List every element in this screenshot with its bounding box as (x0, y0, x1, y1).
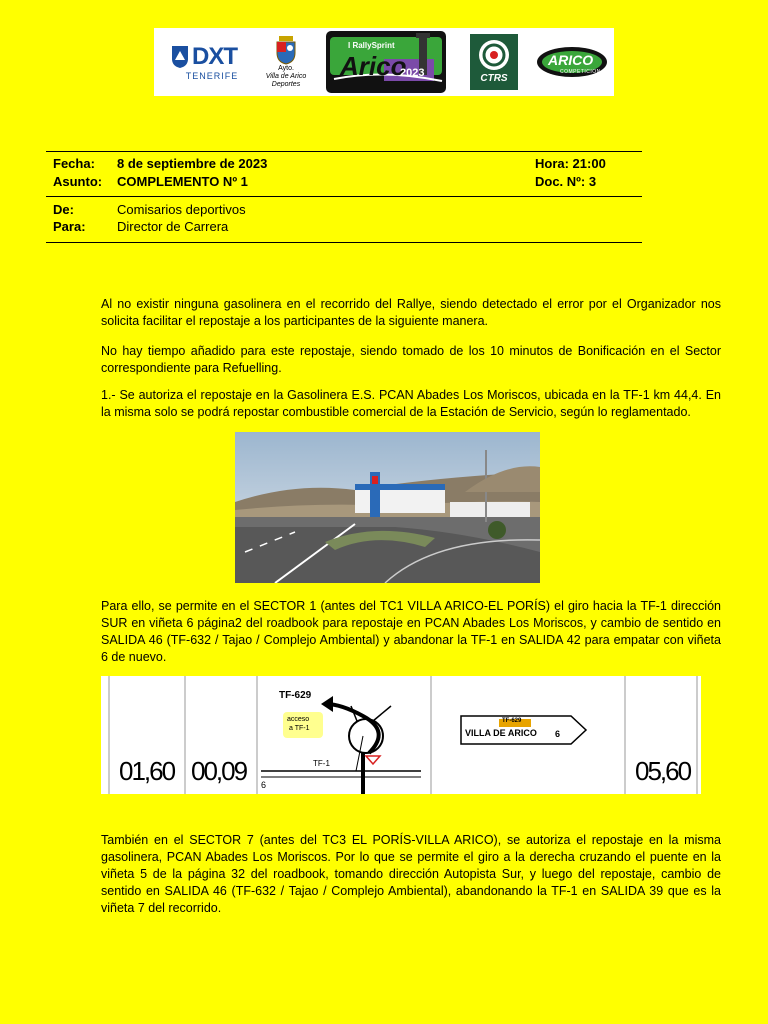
header-rule-middle (46, 196, 642, 197)
ayto-line3: Deportes (271, 81, 301, 88)
paragraph-4: Para ello, se permite en el SECTOR 1 (antes del TC1 VILLA ARICO-EL PORÍS) el giro hacia la TF-1 dirección SUR en viñeta 6 página2 del roadbook para repostaje en PCAN Abades Los Moriscos, y cambio de sentido en SALIDA 46 (TF-632 / Tajao / Complejo Ambiental) y abandonar la TF-1 en SALIDA 42 para empatar con viñeta 6 de nuevo. (101, 599, 721, 664)
hora-value: Hora: 21:00 (535, 156, 606, 171)
rally-year-text: 2023 (400, 67, 425, 79)
roadbook-sign-number: 6 (555, 729, 561, 739)
roadbook-sign-text: VILLA DE ARICO (465, 728, 537, 738)
roadbook-total-distance: 01,60 (119, 756, 175, 786)
asunto-label: Asunto: (53, 174, 103, 189)
fecha-label: Fecha: (53, 156, 95, 171)
sponsor-logo-strip (154, 28, 614, 96)
paragraph-2: No hay tiempo añadido para este repostaje, siendo tomado de los 10 minutos de Bonificación en el Sector correspondiente para Refuelling. (101, 344, 721, 375)
asunto-value: COMPLEMENTO Nº 1 (117, 174, 248, 189)
ctrs-logo (468, 32, 520, 92)
roadbook-acceso-label-2: a TF-1 (289, 725, 310, 732)
arico-comp-sub: COMPETICION (560, 69, 601, 75)
gas-station-photo (235, 432, 540, 583)
de-label: De: (53, 202, 74, 217)
roadbook-box-number: 6 (261, 780, 267, 790)
rally-top-text: I RallySprint (348, 41, 395, 50)
de-row (46, 202, 642, 219)
fecha-value: 8 de septiembre de 2023 (117, 156, 268, 171)
paragraph-3: 1.- Se autoriza el repostaje en la Gasolinera E.S. PCAN Abades Los Moriscos, ubicada en la TF-1 km 44,4. En la misma solo se podrá repostar combustible comercial de la Estación de Servicio, según lo reglamentado. (101, 388, 721, 419)
roadbook-partial-distance: 00,09 (191, 756, 247, 786)
tenerife-shield-icon (171, 45, 189, 69)
paragraph-1: Al no existir ninguna gasolinera en el recorrido del Rallye, siendo detectado el error por el Organizador nos solicita facilitar el repostaje a los participantes de la siguiente manera. (101, 297, 721, 328)
coat-of-arms-icon (274, 35, 298, 65)
asunto-row (46, 174, 642, 191)
fecha-row (46, 156, 642, 173)
ayto-line1: Ayto. (278, 65, 294, 72)
de-value: Comisarios deportivos (117, 202, 246, 217)
roadbook-next-total: 05,60 (635, 756, 691, 786)
para-label: Para: (53, 219, 86, 234)
rally-name-text: Arico (340, 51, 407, 81)
dxt-tenerife-logo (158, 32, 250, 92)
arico-comp-text: ARICO (548, 52, 594, 68)
para-row (46, 219, 642, 236)
rally-arico-2023-logo (324, 29, 448, 95)
roadbook-strip (101, 676, 701, 794)
paragraph-5: También en el SECTOR 7 (antes del TC3 EL PORÍS-VILLA ARICO), se autoriza el repostaje en la misma gasolinera, PCAN Abades Los Moriscos. Por lo que se permite el giro a la derecha cruzando el puente en la viñeta 5 de la página 32 del roadbook, tomando dirección Autopista Sur, y luego del repostaje, cambio de sentido en SALIDA 46 (TF-632 / Tajao / Complejo Ambiental), abandonando la TF-1 en SALIDA 39 que es la viñeta 7 del recorrido. (101, 833, 721, 915)
roadbook-acceso-label: acceso (287, 716, 310, 723)
doc-number: Doc. Nº: 3 (535, 174, 597, 189)
roadbook-tf1-label: TF-1 (313, 759, 330, 768)
header-rule-bottom (46, 242, 642, 243)
dxt-wordmark: DXT (192, 43, 237, 70)
dxt-subtitle: TENERIFE (185, 71, 239, 81)
ayto-arico-logo (258, 32, 314, 92)
roadbook-tf629-label: TF-629 (279, 690, 312, 701)
ctrs-text: CTRS (480, 73, 508, 84)
roadbook-sign-badge: TF-629 (502, 718, 522, 724)
ayto-line2: Villa de Arico (265, 73, 307, 80)
header-rule-top (46, 151, 642, 152)
para-value: Director de Carrera (117, 219, 229, 234)
arico-competicion-logo (534, 32, 610, 92)
